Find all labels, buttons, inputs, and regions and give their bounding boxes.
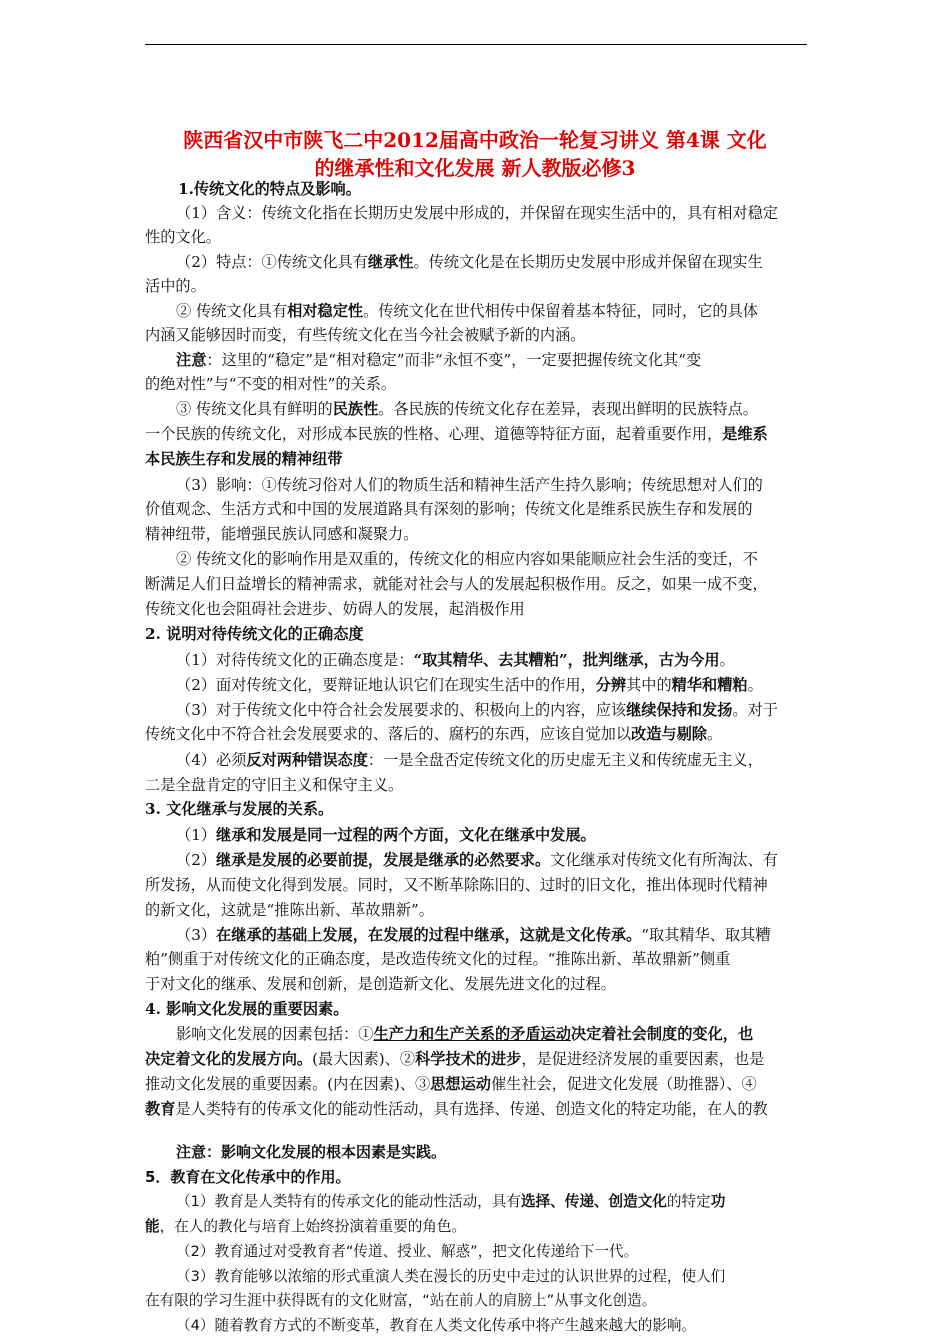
s1-p6-line1: （3）影响：①传统习俗对人们的物质生活和精神生活产生持久影响；传统思想对人们的 xyxy=(176,476,763,494)
s4-p1-line2: 决定着文化的发展方向。(最大因素)、②科学技术的进步，是促进经济发展的重要因素，也是 xyxy=(145,1050,765,1068)
s1-p1-line1: （1）含义：传统文化指在长期历史发展中形成的，并保留在现实生活中的，具有相对稳定 xyxy=(176,204,778,222)
section-3-heading: 3. 文化继承与发展的关系。 xyxy=(145,800,334,818)
s1-p5-line2: 一个民族的传统文化，对形成本民族的性格、心理、道德等特征方面，起着重要作用，是维系 xyxy=(145,425,768,443)
s1-p5-line3: 本民族生存和发展的精神纽带 xyxy=(145,450,343,468)
note-root-factor: 注意：影响文化发展的根本因素是实践。 xyxy=(176,1143,447,1161)
s3-p2-line2: 所发扬，从而使文化得到发展。同时，又不断革除陈旧的、过时的旧文化，推出体现时代精神 xyxy=(145,876,768,894)
s2-p1: （1）对待传统文化的正确态度是：“取其精华、去其糟粕”，批判继承，古为今用。 xyxy=(176,651,735,669)
s1-p2-line2: 活中的。 xyxy=(145,277,206,295)
s3-p3-line3: 于对文化的继承、发展和创新，是创造新文化、发展先进文化的过程。 xyxy=(145,975,616,993)
s2-p3-line2: 传统文化中不符合社会发展要求的、落后的、腐朽的东西，应该自觉加以改造与剔除。 xyxy=(145,725,723,743)
s3-p3-line2: 粕”侧重于对传统文化的正确态度，是改造传统文化的过程。“推陈出新、革故鼎新”侧重 xyxy=(145,950,731,968)
s3-p2-line1: （2）继承是发展的必要前提，发展是继承的必然要求。文化继承对传统文化有所淘汰、有 xyxy=(176,851,778,869)
s1-p7-line2: 断满足人们日益增长的精神需求，就能对社会与人的发展起积极作用。反之，如果一成不变， xyxy=(145,575,768,593)
s5-p1-line2: 能，在人的教化与培育上始终扮演着重要的角色。 xyxy=(145,1218,467,1235)
s1-p1-line2: 性的文化。 xyxy=(145,228,221,246)
section-2-heading: 2. 说明对待传统文化的正确态度 xyxy=(145,625,364,643)
header-rule xyxy=(145,44,807,45)
s5-p3-line1: （3）教育能够以浓缩的形式重演人类在漫长的历史中走过的认识世界的过程，使人们 xyxy=(176,1268,726,1285)
s1-p6-line3: 精神纽带，能增强民族认同感和凝聚力。 xyxy=(145,525,419,543)
s5-p2: （2）教育通过对受教育者“传道、授业、解惑”，把文化传递给下一代。 xyxy=(176,1243,639,1260)
s1-p3-line2: 内涵又能够因时而变，有些传统文化在当今社会被赋予新的内涵。 xyxy=(145,326,586,344)
s1-p7-line1: ② 传统文化的影响作用是双重的，传统文化的相应内容如果能顺应社会生活的变迁，不 xyxy=(176,550,758,568)
s3-p3-line1: （3）在继承的基础上发展，在发展的过程中继承，这就是文化传承。“取其精华、取其糟 xyxy=(176,926,771,944)
s1-note-line2: 的绝对性”与“不变的相对性”的关系。 xyxy=(145,375,397,393)
s1-p6-line2: 价值观念、生活方式和中国的发展道路具有深刻的影响；传统文化是维系民族生存和发展的 xyxy=(145,500,753,518)
title-line-2: 的继承性和文化发展 新人教版必修3 xyxy=(314,156,636,180)
s1-note-line1: 注意：这里的“稳定”是“相对稳定”而非“永恒不变”，一定要把握传统文化其“变 xyxy=(176,351,702,369)
s2-p2: （2）面对传统文化，要辩证地认识它们在现实生活中的作用，分辨其中的精华和糟粕。 xyxy=(176,676,763,694)
s4-p1-line3: 推动文化发展的重要因素。(内在因素)、③思想运动催生社会，促进文化发展（助推器）、④ xyxy=(145,1075,757,1093)
s3-p1: （1）继承和发展是同一过程的两个方面，文化在继承中发展。 xyxy=(176,826,596,844)
s3-p2-line3: 的新文化，这就是“推陈出新、革故鼎新”。 xyxy=(145,901,434,919)
s5-p4: （4）随着教育方式的不断变革，教育在人类文化传承中将产生越来越大的影响。 xyxy=(176,1317,697,1334)
document-title xyxy=(130,126,820,182)
s5-p3-line2: 在有限的学习生涯中获得既有的文化财富，“站在前人的肩膀上”从事文化创造。 xyxy=(145,1292,657,1309)
s1-p2-line1: （2）特点：①传统文化具有继承性。传统文化是在长期历史发展中形成并保留在现实生 xyxy=(176,253,763,271)
s5-p1-line1: （1）教育是人类特有的传承文化的能动性活动，具有选择、传递、创造文化的特定功 xyxy=(176,1193,726,1210)
section-5-heading: 5．教育在文化传承中的作用。 xyxy=(145,1168,351,1186)
s1-p3-line1: ② 传统文化具有相对稳定性。传统文化在世代相传中保留着基本特征，同时，它的具体 xyxy=(176,302,758,320)
s2-p4-line1: （4）必须反对两种错误态度：一是全盘否定传统文化的历史虚无主义和传统虚无主义， xyxy=(176,751,763,769)
section-1-heading: 1.传统文化的特点及影响。 xyxy=(178,180,361,198)
s2-p3-line1: （3）对于传统文化中符合社会发展要求的、积极向上的内容，应该继续保持和发扬。对于 xyxy=(176,701,778,719)
title-line-1: 陕西省汉中市陕飞二中2012届高中政治一轮复习讲义 第4课 文化 xyxy=(183,128,767,152)
section-4-heading: 4. 影响文化发展的重要因素。 xyxy=(145,1000,349,1018)
s1-p5-line1: ③ 传统文化具有鲜明的民族性。各民族的传统文化存在差异，表现出鲜明的民族特点。 xyxy=(176,400,758,418)
s4-p1-line1: 影响文化发展的因素包括：①生产力和生产关系的矛盾运动决定着社会制度的变化，也 xyxy=(176,1025,754,1043)
s1-p7-line3: 传统文化也会阻碍社会进步、妨碍人的发展，起消极作用 xyxy=(145,600,525,618)
s2-p4-line2: 二是全盘肯定的守旧主义和保守主义。 xyxy=(145,776,404,794)
s4-p1-line4: 教育是人类特有的传承文化的能动性活动，具有选择、传递、创造文化的特定功能，在人的教 xyxy=(145,1100,768,1118)
